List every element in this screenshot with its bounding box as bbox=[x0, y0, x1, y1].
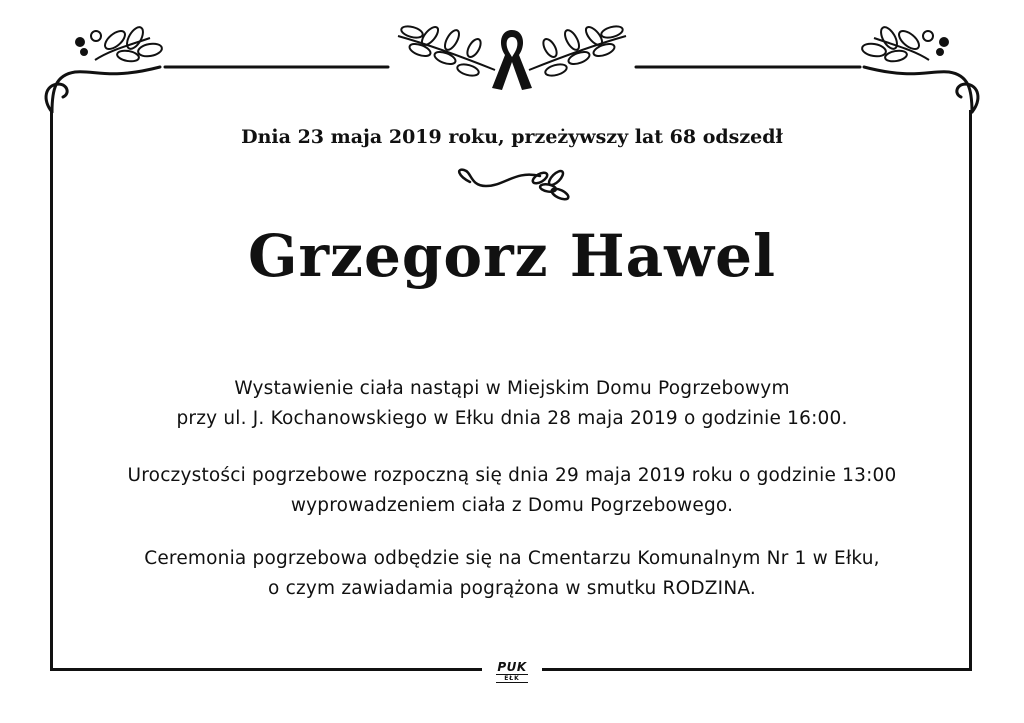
paragraph-line: Ceremonia pogrzebowa odbędzie się na Cmentarzu Komunalnym Nr 1 w Ełku, bbox=[144, 548, 880, 569]
viewing-paragraph bbox=[0, 374, 1024, 434]
leaf-sprig-icon bbox=[76, 25, 163, 63]
ceremony-paragraph bbox=[0, 461, 1024, 521]
laurel-branch-icon bbox=[398, 24, 495, 77]
paragraph-line: przy ul. J. Kochanowskiego w Ełku dnia 28 maja 2019 o godzinie 16:00. bbox=[176, 408, 848, 429]
frame-bottom-border-right bbox=[542, 668, 972, 671]
swirl-flourish-icon bbox=[459, 169, 570, 202]
corner-curl-right bbox=[957, 84, 978, 112]
logo-sub-text: EŁK bbox=[496, 674, 528, 683]
corner-curl-left bbox=[46, 84, 67, 112]
paragraph-line: o czym zawiadamia pogrążona w smutku RODZINA. bbox=[267, 578, 756, 599]
frame-bottom-border-left bbox=[50, 668, 482, 671]
puk-logo bbox=[488, 661, 536, 685]
logo-main-text: PUK bbox=[497, 660, 527, 674]
paragraph-line: wyprowadzeniem ciała z Domu Pogrzebowego. bbox=[290, 495, 734, 516]
laurel-branch-icon bbox=[529, 24, 626, 77]
deceased-name: Grzegorz Hawel bbox=[247, 222, 777, 290]
paragraph-line: Uroczystości pogrzebowe rozpoczną się dnia 29 maja 2019 roku o godzinie 13:00 bbox=[127, 465, 897, 486]
paragraph-line: Wystawienie ciała nastąpi w Miejskim Domu Pogrzebowym bbox=[234, 378, 790, 399]
burial-paragraph bbox=[0, 544, 1024, 604]
mourning-ribbon-icon bbox=[492, 30, 532, 90]
leaf-sprig-icon bbox=[861, 25, 948, 63]
intro-line: Dnia 23 maja 2019 roku, przeżywszy lat 68 odszedł bbox=[241, 126, 783, 148]
